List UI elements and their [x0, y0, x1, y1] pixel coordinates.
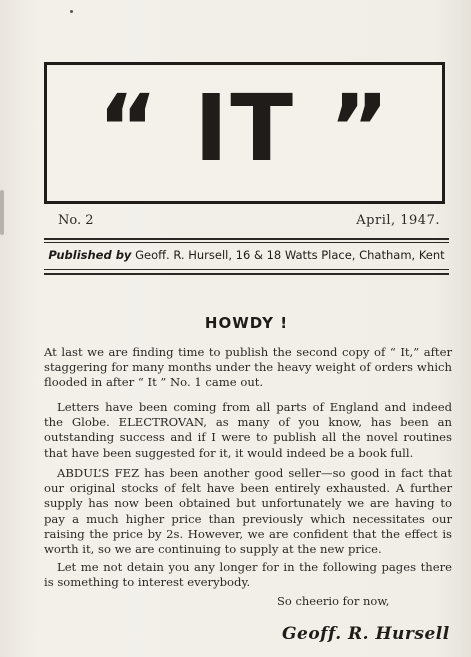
paragraph-2: Letters have been coming from all parts of England and indeed the Globe. ELECTROVAN, as many of you know, has been an outstanding success and if I were to publish all the novel routines that have been suggested for it, it would indeed be a book full.	[44, 400, 452, 460]
bottom-rule-thin	[44, 269, 449, 270]
closing-line: So cheerio for now,	[277, 594, 390, 608]
paragraph-3: ABDUL’S FEZ has been another good seller—so good in fact that our original stocks of felt have been entirely exhausted. A further supply has now been obtained but unfortunately we are having to pay a much higher price than previously which necessitates our raising the price by 2s. However, we are confident that the effect is worth it, so we are continuing to supply at the new price.	[44, 466, 452, 557]
publisher-line	[44, 248, 449, 262]
top-rule	[44, 238, 449, 240]
bottom-rule	[44, 273, 449, 275]
issue-number: No. 2	[58, 213, 94, 228]
signature: Geoff. R. Hursell	[282, 624, 450, 644]
top-rule-thin	[44, 242, 449, 243]
publisher-prefix: Published by	[48, 248, 132, 262]
page-speck	[70, 10, 73, 13]
issue-row	[58, 213, 440, 231]
staple-binding	[0, 190, 4, 235]
paragraph-4: Let me not detain you any longer for in the following pages there is something to interest everybody.	[44, 560, 452, 590]
article-heading: HOWDY !	[204, 314, 289, 332]
issue-date: April, 1947.	[356, 213, 440, 228]
publisher-details: Geoff. R. Hursell, 16 & 18 Watts Place, Chatham, Kent	[135, 248, 445, 262]
masthead-title: “ IT ”	[97, 75, 392, 182]
paragraph-1: At last we are finding time to publish the second copy of “ It,” after staggering for many months under the heavy weight of orders which flooded in after “ It ” No. 1 came out.	[44, 345, 452, 390]
masthead-box	[44, 62, 445, 204]
